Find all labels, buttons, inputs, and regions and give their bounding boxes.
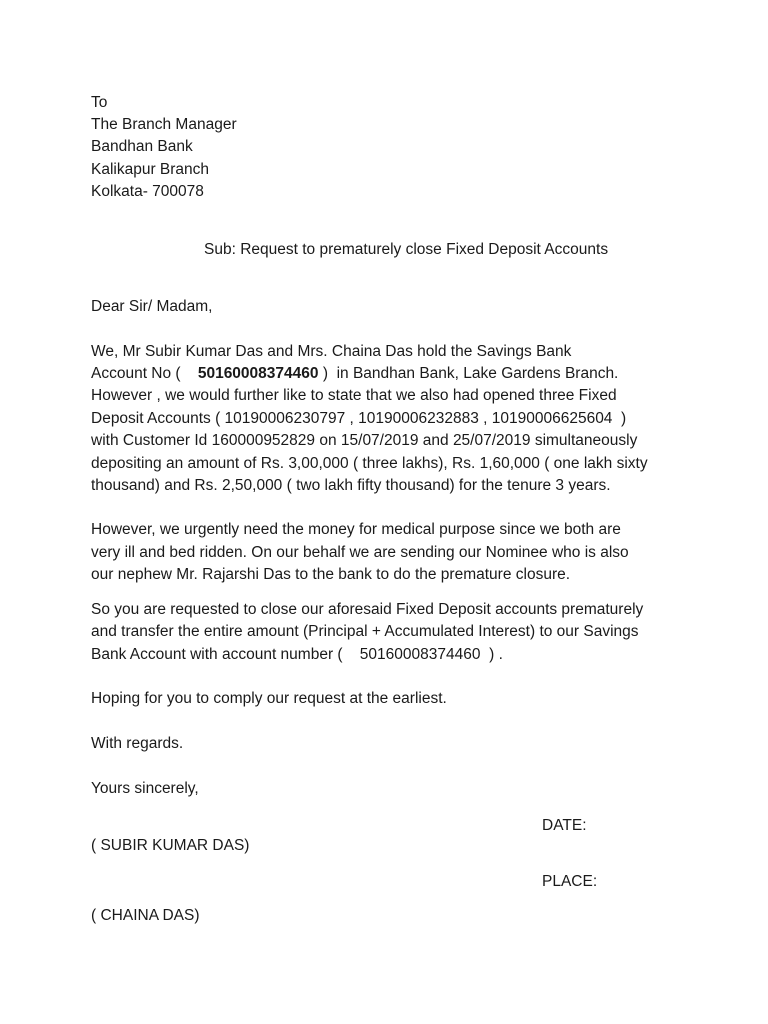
date-label: DATE: xyxy=(542,817,587,834)
address-recipient: The Branch Manager xyxy=(91,116,237,133)
salutation: Dear Sir/ Madam, xyxy=(91,298,213,315)
account-suffix: ) in Bandhan Bank, Lake Gardens Branch. xyxy=(318,365,619,382)
paragraph-1-line: However , we would further like to state that we also had opened three Fixed xyxy=(91,387,617,404)
account-prefix: Account No ( xyxy=(91,365,198,382)
savings-account-number: 50160008374460 xyxy=(197,365,319,382)
paragraph-1-line: depositing an amount of Rs. 3,00,000 ( three lakhs), Rs. 1,60,000 ( one lakh sixty xyxy=(91,455,648,472)
paragraph-1-line: We, Mr Subir Kumar Das and Mrs. Chaina Das hold the Savings Bank xyxy=(91,343,572,360)
signatory-name-1: ( SUBIR KUMAR DAS) xyxy=(91,837,250,854)
paragraph-2-line: our nephew Mr. Rajarshi Das to the bank to do the premature closure. xyxy=(91,566,571,583)
paragraph-2-line: very ill and bed ridden. On our behalf we are sending our Nominee who is also xyxy=(91,544,629,561)
paragraph-1-line: Deposit Accounts ( 10190006230797 , 10190006232883 , 10190006625604 ) xyxy=(91,410,627,427)
closing-regards: With regards. xyxy=(91,735,184,752)
paragraph-1-line xyxy=(91,363,618,386)
paragraph-3-line: So you are requested to close our aforesaid Fixed Deposit accounts prematurely xyxy=(91,601,644,618)
paragraph-3-line: Bank Account with account number ( 50160008374460 ) . xyxy=(91,646,503,663)
address-bank: Bandhan Bank xyxy=(91,138,193,155)
address-to: To xyxy=(91,94,108,111)
place-label: PLACE: xyxy=(542,873,598,890)
address-city: Kolkata- 700078 xyxy=(91,183,204,200)
paragraph-1-line: with Customer Id 160000952829 on 15/07/2019 and 25/07/2019 simultaneously xyxy=(91,432,638,449)
address-branch: Kalikapur Branch xyxy=(91,161,210,178)
signatory-name-2: ( CHAINA DAS) xyxy=(91,907,200,924)
paragraph-2-line: However, we urgently need the money for medical purpose since we both are xyxy=(91,521,621,538)
paragraph-1-line: thousand) and Rs. 2,50,000 ( two lakh fifty thousand) for the tenure 3 years. xyxy=(91,477,611,494)
closing-hoping: Hoping for you to comply our request at the earliest. xyxy=(91,690,447,707)
paragraph-3-line: and transfer the entire amount (Principal + Accumulated Interest) to our Savings xyxy=(91,623,639,640)
closing-sincerely: Yours sincerely, xyxy=(91,780,199,797)
subject-line: Sub: Request to prematurely close Fixed Deposit Accounts xyxy=(204,241,609,258)
